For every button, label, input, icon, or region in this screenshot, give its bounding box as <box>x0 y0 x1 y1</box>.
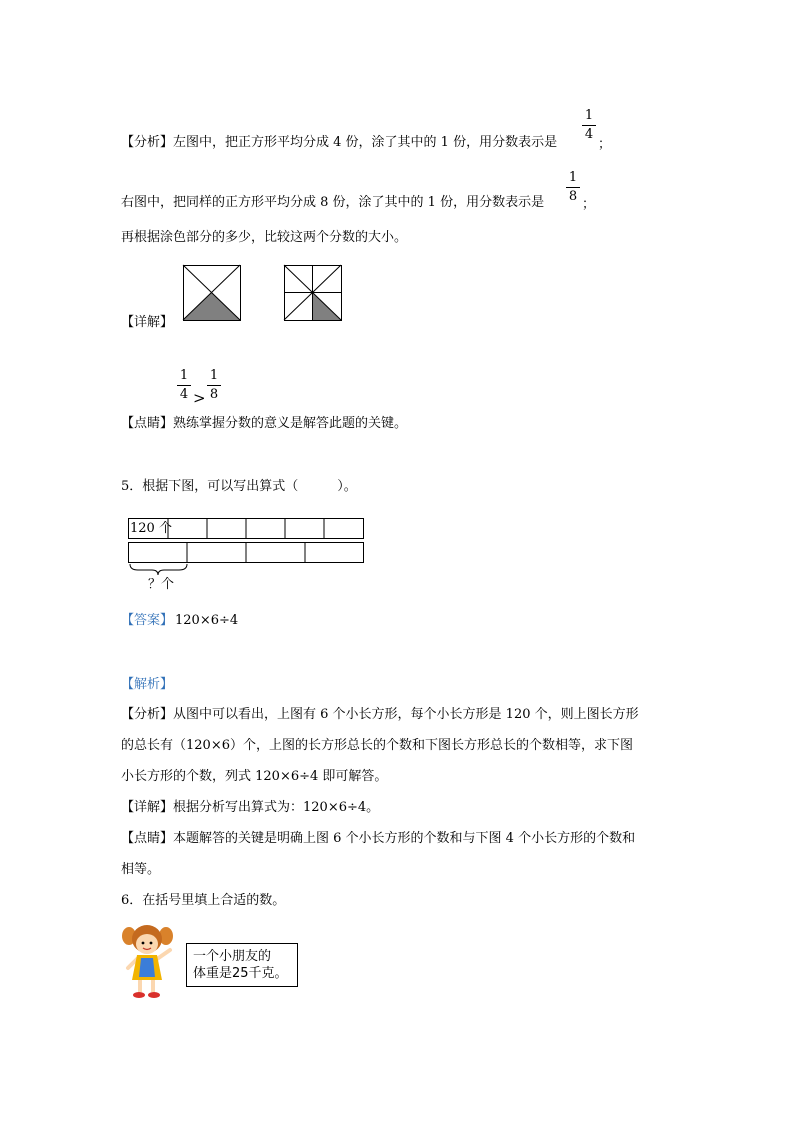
question-6-title: 6．在括号里填上合适的数。 <box>121 893 286 908</box>
greater-than-sign: > <box>193 389 206 407</box>
fraction-one-eighth: 1 8 <box>566 170 580 204</box>
compare-fraction-right: 1 8 <box>207 368 221 402</box>
girl-illustration <box>120 922 178 1000</box>
q5-analysis-line-1: 【分析】从图中可以看出，上图有 6 个小长方形，每个小长方形是 120 个，则上图长方形 <box>121 707 639 722</box>
q5-tip-line-1: 【点睛】本题解答的关键是明确上图 6 个小长方形的个数和与下图 4 个小长方形的个数和 <box>121 831 636 846</box>
brace <box>130 564 187 575</box>
jiexi-label: 【解析】 <box>121 677 174 692</box>
answer-value: 120×6÷4 <box>175 613 239 628</box>
detail-label: 【详解】 <box>121 315 174 330</box>
compare-fraction-left: 1 4 <box>177 368 191 402</box>
q5-tip-line-2: 相等。 <box>121 862 161 877</box>
analysis-line-2: 右图中，把同样的正方形平均分成 8 份，涂了其中的 1 份，用分数表示是 <box>121 195 545 210</box>
fraction-one-quarter: 1 4 <box>582 108 596 142</box>
square-quarter-shaded <box>183 265 241 321</box>
shaded-quarter <box>183 293 240 321</box>
q5-analysis-line-3: 小长方形的个数，列式 120×6÷4 即可解答。 <box>121 769 388 784</box>
speech-line-2: 体重是25千克。 <box>193 966 288 981</box>
speech-line-1: 一个小朋友的 <box>193 949 272 964</box>
q5-detail: 【详解】根据分析写出算式为：120×6÷4。 <box>121 800 380 815</box>
analysis-line-3: 再根据涂色部分的多少，比较这两个分数的大小。 <box>121 230 408 245</box>
top-box-label: 120 个 <box>130 521 172 536</box>
square-eighth-shaded <box>284 265 342 321</box>
speech-box <box>186 943 298 987</box>
question-5-title: 5．根据下图，可以写出算式（ ）。 <box>121 479 357 494</box>
semicolon: ； <box>598 137 612 152</box>
analysis-line-1: 【分析】左图中，把正方形平均分成 4 份，涂了其中的 1 份，用分数表示是 <box>121 135 558 150</box>
brace-label: ？个 <box>148 577 175 592</box>
semicolon: ； <box>582 197 596 212</box>
answer-label: 【答案】 <box>121 613 174 628</box>
q5-analysis-line-2: 的总长有（120×6）个，上图的长方形总长的个数和下图长方形总长的个数相等，求下图 <box>121 738 633 753</box>
tip-1: 【点睛】熟练掌握分数的意义是解答此题的关键。 <box>121 416 408 431</box>
